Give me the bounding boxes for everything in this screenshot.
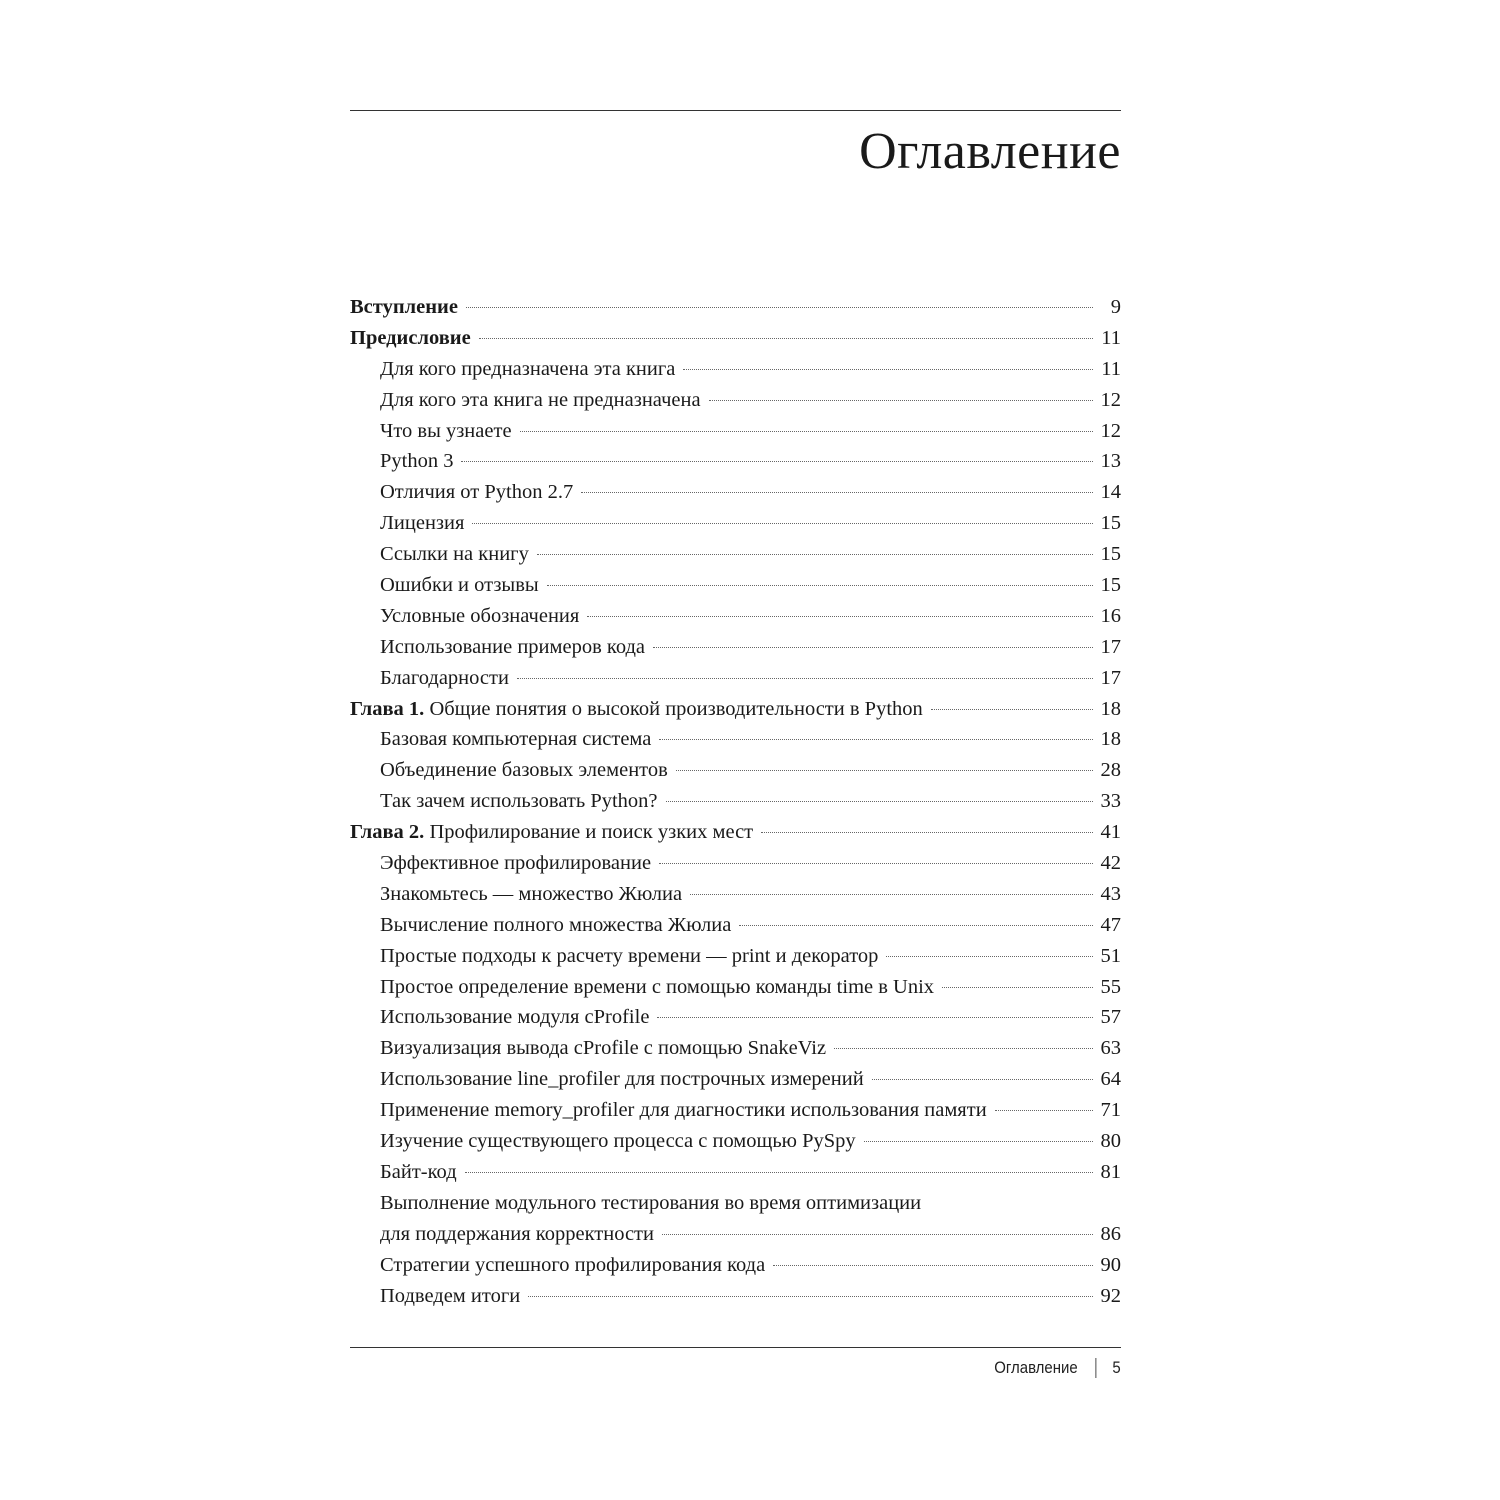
toc-entry-label	[380, 508, 464, 539]
toc-entry-text: Использование модуля cProfile	[380, 1006, 650, 1029]
toc-entry-text: Изучение существующего процесса с помощью PySpy	[380, 1130, 856, 1153]
toc-entry-label	[380, 632, 645, 663]
toc-entry-label	[380, 1064, 864, 1095]
toc-entry-page-number: 51	[1100, 944, 1121, 967]
toc-entry-label	[380, 1002, 649, 1033]
toc-entry-page-number: 90	[1100, 1253, 1121, 1276]
toc-entry-label	[380, 755, 668, 786]
toc-entry[interactable]	[350, 477, 1121, 508]
dot-leader	[683, 369, 1093, 370]
toc-entry[interactable]	[350, 1064, 1121, 1095]
toc-entry-prefix: Предисловие	[350, 326, 471, 349]
dot-leader	[872, 1079, 1093, 1080]
toc-entry-text: Условные обозначения	[380, 604, 580, 627]
toc-entry-text: Объединение базовых элементов	[380, 759, 668, 782]
dot-leader	[581, 492, 1093, 493]
dot-leader	[547, 585, 1093, 586]
toc-entry-page-number: 63	[1100, 1037, 1121, 1060]
toc-entry-page-number: 15	[1100, 574, 1121, 597]
toc-entry-label	[380, 1219, 654, 1250]
dot-leader	[834, 1048, 1093, 1049]
toc-entry-page-number: 42	[1100, 852, 1121, 875]
dot-leader	[659, 863, 1093, 864]
toc-entry-text: Общие понятия о высокой производительности в Python	[429, 697, 923, 720]
dot-leader	[461, 461, 1093, 462]
toc-entry-page-number: 92	[1100, 1284, 1121, 1307]
dot-leader	[659, 739, 1093, 740]
dot-leader	[995, 1110, 1093, 1111]
dot-leader	[676, 770, 1093, 771]
toc-entry[interactable]	[350, 1188, 1121, 1219]
toc-entry-prefix: Глава 2.	[350, 821, 425, 844]
toc-entry-label	[380, 1157, 457, 1188]
toc-entry[interactable]	[350, 1281, 1121, 1312]
toc-entry[interactable]	[350, 1033, 1121, 1064]
toc-entry-page-number: 47	[1100, 913, 1121, 936]
toc-entry-label	[380, 601, 579, 632]
toc-entry-prefix: Вступление	[350, 296, 458, 318]
dot-leader	[472, 523, 1093, 524]
toc-entry-label	[380, 570, 539, 601]
toc-entry[interactable]	[350, 354, 1121, 385]
toc-entry-page-number: 41	[1100, 821, 1121, 844]
toc-entry-page-number: 9	[1110, 296, 1121, 318]
toc-entry[interactable]	[350, 570, 1121, 601]
toc-entry-text: Что вы узнаете	[380, 419, 512, 442]
toc-entry-text: Вычисление полного множества Жюлиа	[380, 913, 732, 936]
dot-leader	[537, 554, 1093, 555]
dot-leader	[709, 400, 1093, 401]
toc-entry-label	[380, 385, 701, 416]
toc-entry-page-number: 64	[1100, 1068, 1121, 1091]
table-of-contents	[350, 292, 1121, 1311]
toc-entry-text: для поддержания корректности	[380, 1222, 654, 1245]
toc-entry-label	[380, 724, 651, 755]
toc-entry-page-number: 13	[1100, 450, 1121, 473]
toc-entry[interactable]	[350, 1095, 1121, 1126]
toc-entry-page-number: 11	[1101, 357, 1121, 380]
toc-entry-label	[380, 663, 509, 694]
toc-entry-page-number: 81	[1100, 1160, 1121, 1183]
toc-entry-text: Профилирование и поиск узких мест	[429, 821, 754, 844]
toc-entry-page-number: 71	[1100, 1099, 1121, 1122]
toc-entry-text: Ссылки на книгу	[380, 543, 529, 566]
toc-entry-text: Эффективное профилирование	[380, 852, 652, 875]
toc-entry-page-number: 80	[1100, 1130, 1121, 1153]
dot-leader	[931, 709, 1093, 710]
toc-entry-text: Так зачем использовать Python?	[380, 790, 658, 813]
toc-entry-page-number: 86	[1100, 1222, 1121, 1245]
toc-entry-page-number: 55	[1100, 975, 1121, 998]
dot-leader	[666, 801, 1093, 802]
dot-leader	[517, 678, 1093, 679]
toc-entry-label	[380, 910, 731, 941]
toc-entry-label	[380, 941, 878, 972]
toc-entry-text: Визуализация вывода cProfile с помощью SnakeViz	[380, 1037, 827, 1060]
dot-leader	[942, 987, 1093, 988]
dot-leader	[739, 925, 1093, 926]
dot-leader	[886, 956, 1093, 957]
top-rule	[350, 110, 1121, 111]
footer-separator	[1096, 1358, 1097, 1378]
toc-entry[interactable]	[350, 1250, 1121, 1281]
toc-entry[interactable]	[350, 632, 1121, 663]
toc-entry-label	[380, 1033, 826, 1064]
toc-entry-text: Стратегии успешного профилирования кода	[380, 1253, 766, 1276]
toc-entry-text: Использование line_profiler для построчных измерений	[380, 1068, 864, 1091]
toc-entry-text: Лицензия	[380, 512, 465, 535]
toc-entry-text: Для кого эта книга не предназначена	[380, 388, 701, 411]
toc-entry-label	[380, 1250, 765, 1281]
dot-leader	[662, 1234, 1093, 1235]
toc-entry-text: Подведем итоги	[380, 1284, 521, 1307]
toc-entry[interactable]	[350, 508, 1121, 539]
page-footer	[995, 1356, 1122, 1380]
toc-entry-label	[350, 323, 471, 354]
toc-entry-page-number: 18	[1100, 728, 1121, 751]
toc-entry-text: Байт-код	[380, 1160, 457, 1183]
dot-leader	[761, 832, 1093, 833]
toc-entry-page-number: 33	[1100, 790, 1121, 813]
toc-entry-label	[380, 354, 675, 385]
toc-entry-label	[380, 972, 934, 1003]
toc-entry[interactable]	[350, 601, 1121, 632]
toc-entry[interactable]	[350, 817, 1121, 848]
dot-leader	[773, 1265, 1093, 1266]
toc-entry-label	[350, 292, 458, 323]
dot-leader	[520, 431, 1093, 432]
toc-entry-label	[380, 539, 529, 570]
toc-entry[interactable]	[350, 941, 1121, 972]
dot-leader	[657, 1017, 1093, 1018]
toc-entry-page-number: 15	[1100, 512, 1121, 535]
toc-entry-page-number: 16	[1100, 604, 1121, 627]
toc-entry-page-number: 28	[1100, 759, 1121, 782]
toc-entry-page-number: 12	[1100, 419, 1121, 442]
toc-entry-label	[380, 1188, 921, 1219]
toc-entry[interactable]	[350, 972, 1121, 1003]
footer-page-number: 5	[1112, 1358, 1121, 1377]
dot-leader	[587, 616, 1093, 617]
toc-entry[interactable]	[350, 1219, 1121, 1250]
toc-entry-text: Использование примеров кода	[380, 635, 646, 658]
toc-entry-page-number: 12	[1100, 388, 1121, 411]
toc-entry[interactable]	[350, 292, 1121, 323]
toc-entry-prefix: Глава 1.	[350, 697, 425, 720]
toc-entry[interactable]	[350, 694, 1121, 725]
toc-entry-label	[380, 446, 453, 477]
toc-entry-label	[380, 1281, 520, 1312]
toc-entry[interactable]	[350, 539, 1121, 570]
dot-leader	[653, 647, 1093, 648]
toc-entry-page-number: 14	[1100, 481, 1121, 504]
toc-entry-label	[380, 1126, 856, 1157]
toc-entry-text: Простые подходы к расчету времени — print и декоратор	[380, 944, 879, 967]
toc-entry[interactable]	[350, 323, 1121, 354]
toc-entry-text: Применение memory_profiler для диагностики использования памяти	[380, 1099, 987, 1122]
toc-entry[interactable]	[350, 879, 1121, 910]
dot-leader	[690, 894, 1093, 895]
toc-entry[interactable]	[350, 724, 1121, 755]
toc-entry-text: Выполнение модульного тестирования во время оптимизации	[380, 1191, 922, 1214]
footer-section-title: Оглавление	[994, 1358, 1078, 1377]
toc-entry-page-number: 15	[1100, 543, 1121, 566]
toc-entry[interactable]	[350, 385, 1121, 416]
toc-entry-label	[350, 817, 753, 848]
toc-entry-page-number: 43	[1100, 882, 1121, 905]
toc-entry-label	[380, 1095, 987, 1126]
toc-entry-page-number: 57	[1100, 1006, 1121, 1029]
toc-entry-page-number: 18	[1100, 697, 1121, 720]
toc-entry-label	[380, 477, 573, 508]
toc-entry[interactable]	[350, 663, 1121, 694]
toc-entry-label	[380, 848, 651, 879]
toc-entry[interactable]	[350, 910, 1121, 941]
toc-entry-label	[350, 694, 923, 725]
dot-leader	[465, 1172, 1093, 1173]
toc-entry-label	[380, 416, 512, 447]
toc-entry[interactable]	[350, 1126, 1121, 1157]
page-title: Оглавление	[859, 123, 1121, 180]
dot-leader	[864, 1141, 1093, 1142]
toc-entry[interactable]	[350, 786, 1121, 817]
toc-entry-text: Знакомьтесь — множество Жюлиа	[380, 882, 683, 905]
toc-entry[interactable]	[350, 1002, 1121, 1033]
toc-entry[interactable]	[350, 755, 1121, 786]
toc-entry[interactable]	[350, 446, 1121, 477]
toc-entry-text: Python 3	[380, 450, 454, 473]
toc-entry-label	[380, 786, 658, 817]
toc-entry-page-number: 11	[1101, 326, 1121, 349]
toc-entry[interactable]	[350, 1157, 1121, 1188]
toc-entry-page-number: 17	[1100, 666, 1121, 689]
toc-entry-text: Базовая компьютерная система	[380, 728, 652, 751]
toc-entry-page-number: 17	[1100, 635, 1121, 658]
toc-entry[interactable]	[350, 848, 1121, 879]
bottom-rule	[350, 1347, 1121, 1348]
toc-entry-text: Простое определение времени с помощью команды time в Unix	[380, 975, 935, 998]
dot-leader	[528, 1296, 1093, 1297]
dot-leader	[466, 307, 1093, 308]
toc-entry-text: Благодарности	[380, 666, 509, 689]
toc-entry-text: Отличия от Python 2.7	[380, 481, 574, 504]
book-page	[350, 110, 1121, 1390]
toc-entry-text: Для кого предназначена эта книга	[380, 357, 676, 380]
toc-entry[interactable]	[350, 416, 1121, 447]
toc-entry-text: Ошибки и отзывы	[380, 574, 539, 597]
dot-leader	[479, 338, 1093, 339]
toc-entry-label	[380, 879, 682, 910]
